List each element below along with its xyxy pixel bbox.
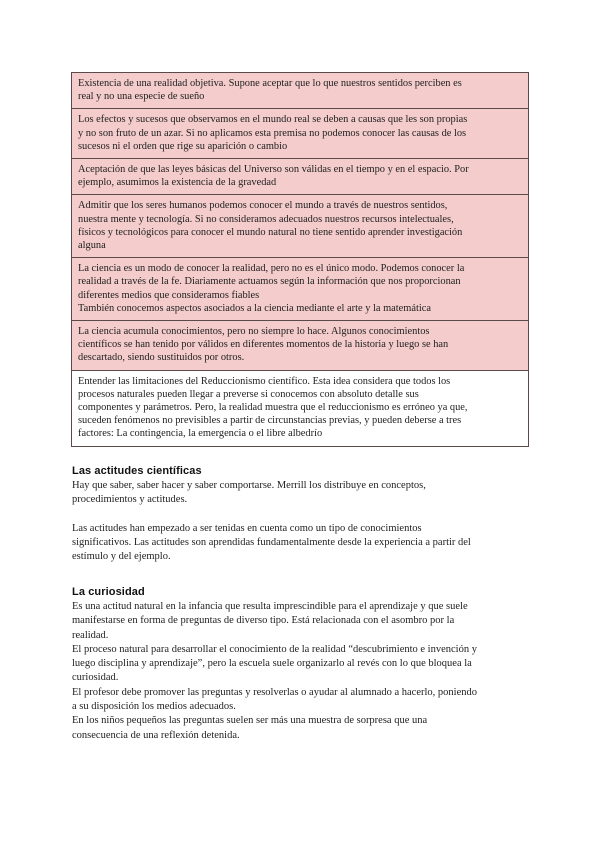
paragraph: Las actitudes han empezado a ser tenidas en cuenta como un tipo de conocimientos significativos. Las actitudes son aprendidas fundamentalmente desde la experiencia a partir del estímulo y del ejemplo. — [72, 522, 471, 563]
section-heading: Las actitudes científicas — [72, 465, 202, 477]
section-curiosidad — [72, 586, 532, 743]
table-row: Aceptación de que las leyes básicas del Universo son válidas en el tiempo y en el espacio. Por ejemplo, asumimos la existencia de la gravedad — [71, 159, 529, 195]
premises-table — [71, 72, 529, 447]
table-row: Admitir que los seres humanos podemos conocer el mundo a través de nuestros sentidos, nuestra mente y tecnología. Si no consideramos adecuados nuestros recursos intelectuales, físicos y tecnológicos para conocer el mundo natural no tiene sentido aprender investigación alguna — [71, 195, 529, 258]
table-row: Entender las limitaciones del Reduccionismo científico. Esta idea considera que todos los procesos naturales pueden llegar a preverse si conocemos con absoluto detalle sus componentes y parámetros. Pero, la realidad muestra que el reduccionismo es erróneo ya que, suceden fenómenos no previsibles a partir de circunstancias previas, y pueden deberse a tres factores: La contingencia, la emergencia o el libre albedrío — [71, 371, 529, 447]
section-actitudes — [72, 465, 532, 564]
section-heading: La curiosidad — [72, 586, 145, 598]
table-row: Existencia de una realidad objetiva. Supone aceptar que lo que nuestros sentidos perciben es real y no una especie de sueño — [71, 73, 529, 109]
paragraph: Es una actitud natural en la infancia que resulta imprescindible para el aprendizaje y que suele manifestarse en forma de preguntas de diverso tipo. Está relacionada con el asombro por la realidad. — [72, 601, 468, 641]
paragraph: El proceso natural para desarrollar el conocimiento de la realidad “descubrimiento e invención y luego disciplina y aprendizaje”, pero la escuela suele organizarlo al revés con lo que bloquea la curiosidad. — [72, 643, 477, 684]
table-row: La ciencia es un modo de conocer la realidad, pero no es el único modo. Podemos conocer la realidad a través de la fe. Diariamente actuamos según la información que nos proporcionan diferentes medios que consideramos fiables También conocemos aspectos asociados a la ciencia mediante el arte y la matemática — [71, 258, 529, 321]
paragraph: Hay que saber, saber hacer y saber comportarse. Merrill los distribuye en conceptos, procedimientos y actitudes. — [72, 480, 426, 506]
paragraph: En los niños pequeños las preguntas suelen ser más una muestra de sorpresa que una consecuencia de una reflexión detenida. — [72, 715, 428, 741]
paragraph: El profesor debe promover las preguntas y resolverlas o ayudar al alumnado a hacerlo, poniendo a su disposición los medios adecuados. — [72, 686, 477, 713]
table-row: Los efectos y sucesos que observamos en el mundo real se deben a causas que les son propias y no son fruto de un azar. Si no aplicamos esta premisa no podemos conocer las causas de los sucesos ni el orden que rige su aparición o cambio — [71, 109, 529, 159]
table-row: La ciencia acumula conocimientos, pero no siempre lo hace. Algunos conocimientos científicos se han tenido por válidos en diferentes momentos de la historia y luego se han descartado, siendo sustituidos por otros. — [71, 321, 529, 371]
